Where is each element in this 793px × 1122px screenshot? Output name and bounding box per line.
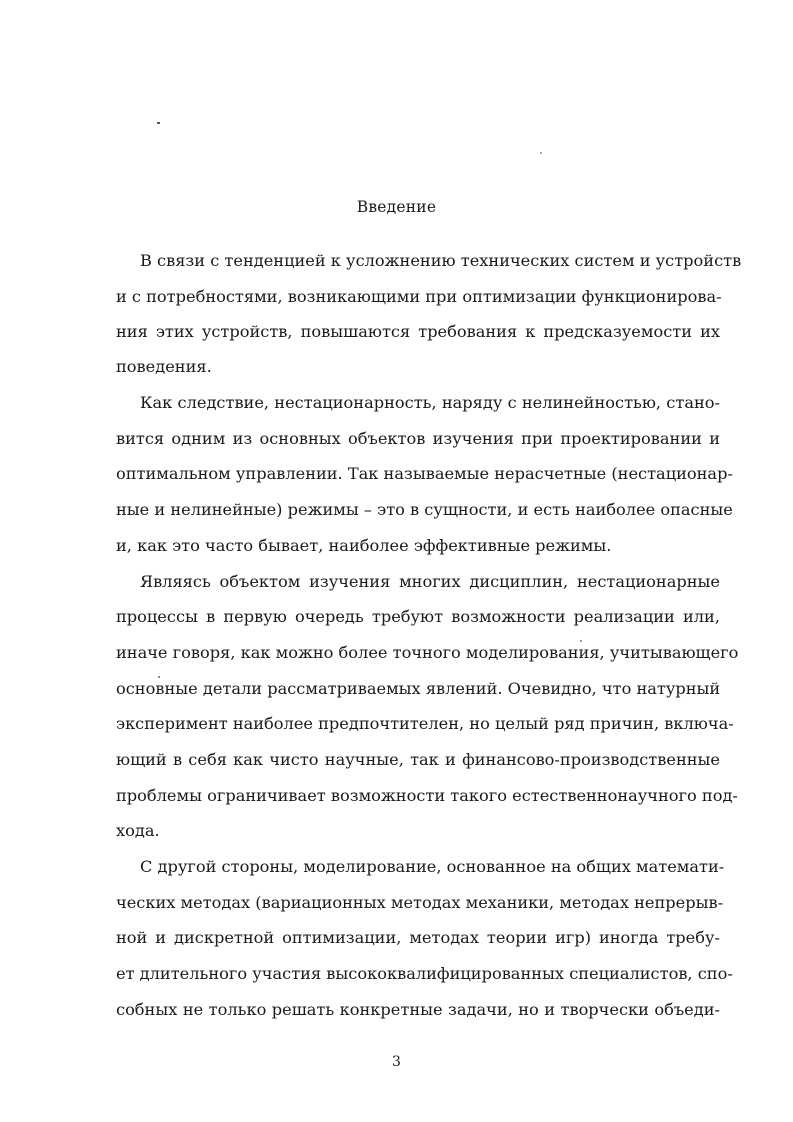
text-line: процессы в первую очередь требуют возможности реализации или, [116,607,720,626]
text-line: вится одним из основных объектов изучения при проектировании и [116,429,720,448]
text-line: оптимальном управлении. Так называемые нерасчетные (нестационар- [116,464,733,483]
text-line: Как следствие, нестационарность, наряду с нелинейностью, стано- [140,393,720,412]
text-line: ния этих устройств, повышаются требования к предсказуемости их [116,322,720,341]
scan-speck [540,152,542,154]
text-line: основные детали рассматриваемых явлений. Очевидно, что натурный [116,679,721,698]
text-line: поведения. [116,357,212,376]
text-line: собных не только решать конкретные задачи, но и творчески объеди- [116,1000,720,1019]
text-line: В связи с тенденцией к усложнению технических систем и устройств [140,251,742,270]
page-number: 3 [392,1054,401,1070]
scan-speck [158,676,160,678]
section-heading: Введение [356,198,437,216]
scan-speck [580,640,582,642]
text-line: ет длительного участия высококвалифицированных специалистов, спо- [116,964,733,983]
text-line: Являясь объектом изучения многих дисциплин, нестационарные [140,572,720,591]
text-line: проблемы ограничивает возможности такого естественнонаучного под- [116,786,738,805]
text-line: ческих методах (вариационных методах механики, методах непрерыв- [116,893,724,912]
scan-speck [157,122,160,124]
text-line: эксперимент наиболее предпочтителен, но целый ряд причин, включа- [116,714,734,733]
text-line: С другой стороны, моделирование, основанное на общих математи- [140,857,725,876]
text-line: иначе говоря, как можно более точного моделирования, учитывающего [116,643,739,662]
text-line: хода. [116,821,160,840]
text-line: ные и нелинейные) режимы – это в сущности, и есть наиболее опасные [116,500,733,519]
text-line: и с потребностями, возникающими при оптимизации функционирова- [116,287,722,306]
text-line: ющий в себя как чисто научные, так и финансово-производственные [116,750,720,769]
text-line: ной и дискретной оптимизации, методах теории игр) иногда требу- [116,928,720,947]
text-line: и, как это часто бывает, наиболее эффективные режимы. [116,536,612,555]
